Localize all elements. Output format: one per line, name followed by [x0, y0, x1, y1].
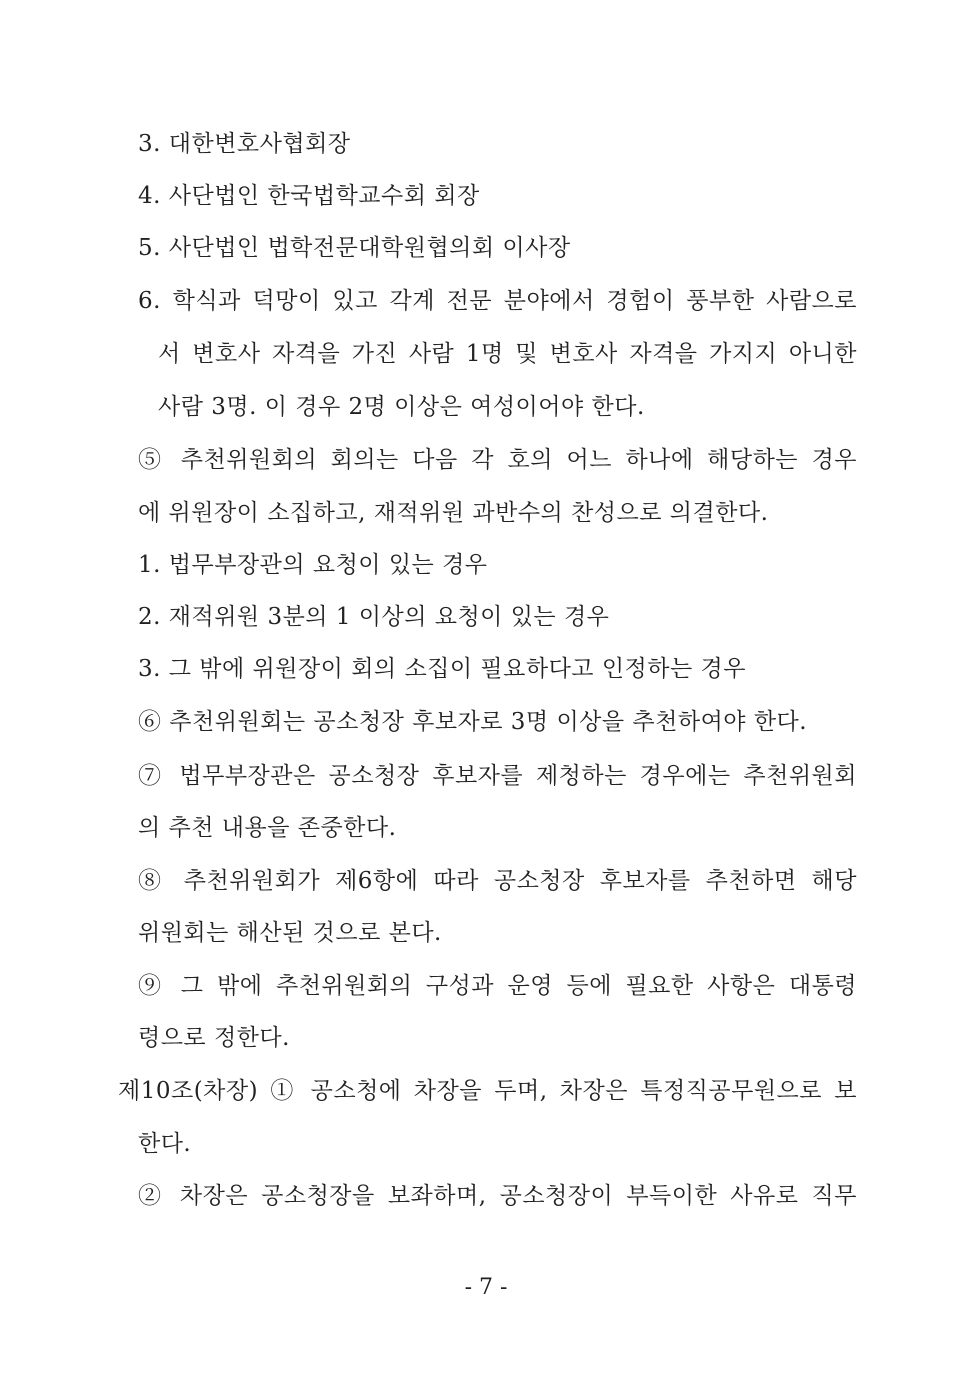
text-line-2: 4. 사단법인 한국법학교수회 회장: [138, 183, 480, 209]
text-line-3: 5. 사단법인 법학전문대학원협의회 이사장: [138, 235, 571, 261]
text-line-1: 3. 대한변호사협회장: [138, 131, 351, 157]
text-line-19: 제10조(차장) ① 공소청에 차장을 두며, 차장은 특정직공무원으로 보: [118, 1078, 857, 1104]
text-line-17: ⑨ 그 밖에 추천위원회의 구성과 운영 등에 필요한 사항은 대통령: [138, 973, 857, 999]
text-line-9: 1. 법무부장관의 요청이 있는 경우: [138, 552, 488, 578]
text-line-8: 에 위원장이 소집하고, 재적위원 과반수의 찬성으로 의결한다.: [138, 500, 769, 526]
text-line-4: 6. 학식과 덕망이 있고 각계 전문 분야에서 경험이 풍부한 사람으로: [138, 288, 857, 314]
text-line-7: ⑤ 추천위원회의 회의는 다음 각 호의 어느 하나에 해당하는 경우: [138, 447, 857, 473]
text-line-21: ② 차장은 공소청장을 보좌하며, 공소청장이 부득이한 사유로 직무: [138, 1183, 857, 1209]
text-line-6: 사람 3명. 이 경우 2명 이상은 여성이어야 한다.: [158, 394, 645, 420]
text-line-13: ⑦ 법무부장관은 공소청장 후보자를 제청하는 경우에는 추천위원회: [138, 763, 857, 789]
text-line-5: 서 변호사 자격을 가진 사람 1명 및 변호사 자격을 가지지 아니한: [158, 341, 857, 367]
text-line-18: 령으로 정한다.: [138, 1025, 290, 1051]
text-line-15: ⑧ 추천위원회가 제6항에 따라 공소청장 후보자를 추천하면 해당: [138, 868, 857, 894]
text-line-10: 2. 재적위원 3분의 1 이상의 요청이 있는 경우: [138, 604, 610, 630]
text-line-20: 한다.: [138, 1131, 192, 1157]
page-number: - 7 -: [464, 1275, 508, 1300]
text-line-14: 의 추천 내용을 존중한다.: [138, 815, 397, 841]
text-line-12: ⑥ 추천위원회는 공소청장 후보자로 3명 이상을 추천하여야 한다.: [138, 709, 808, 735]
text-line-16: 위원회는 해산된 것으로 본다.: [138, 920, 442, 946]
text-line-11: 3. 그 밖에 위원장이 회의 소집이 필요하다고 인정하는 경우: [138, 656, 746, 682]
